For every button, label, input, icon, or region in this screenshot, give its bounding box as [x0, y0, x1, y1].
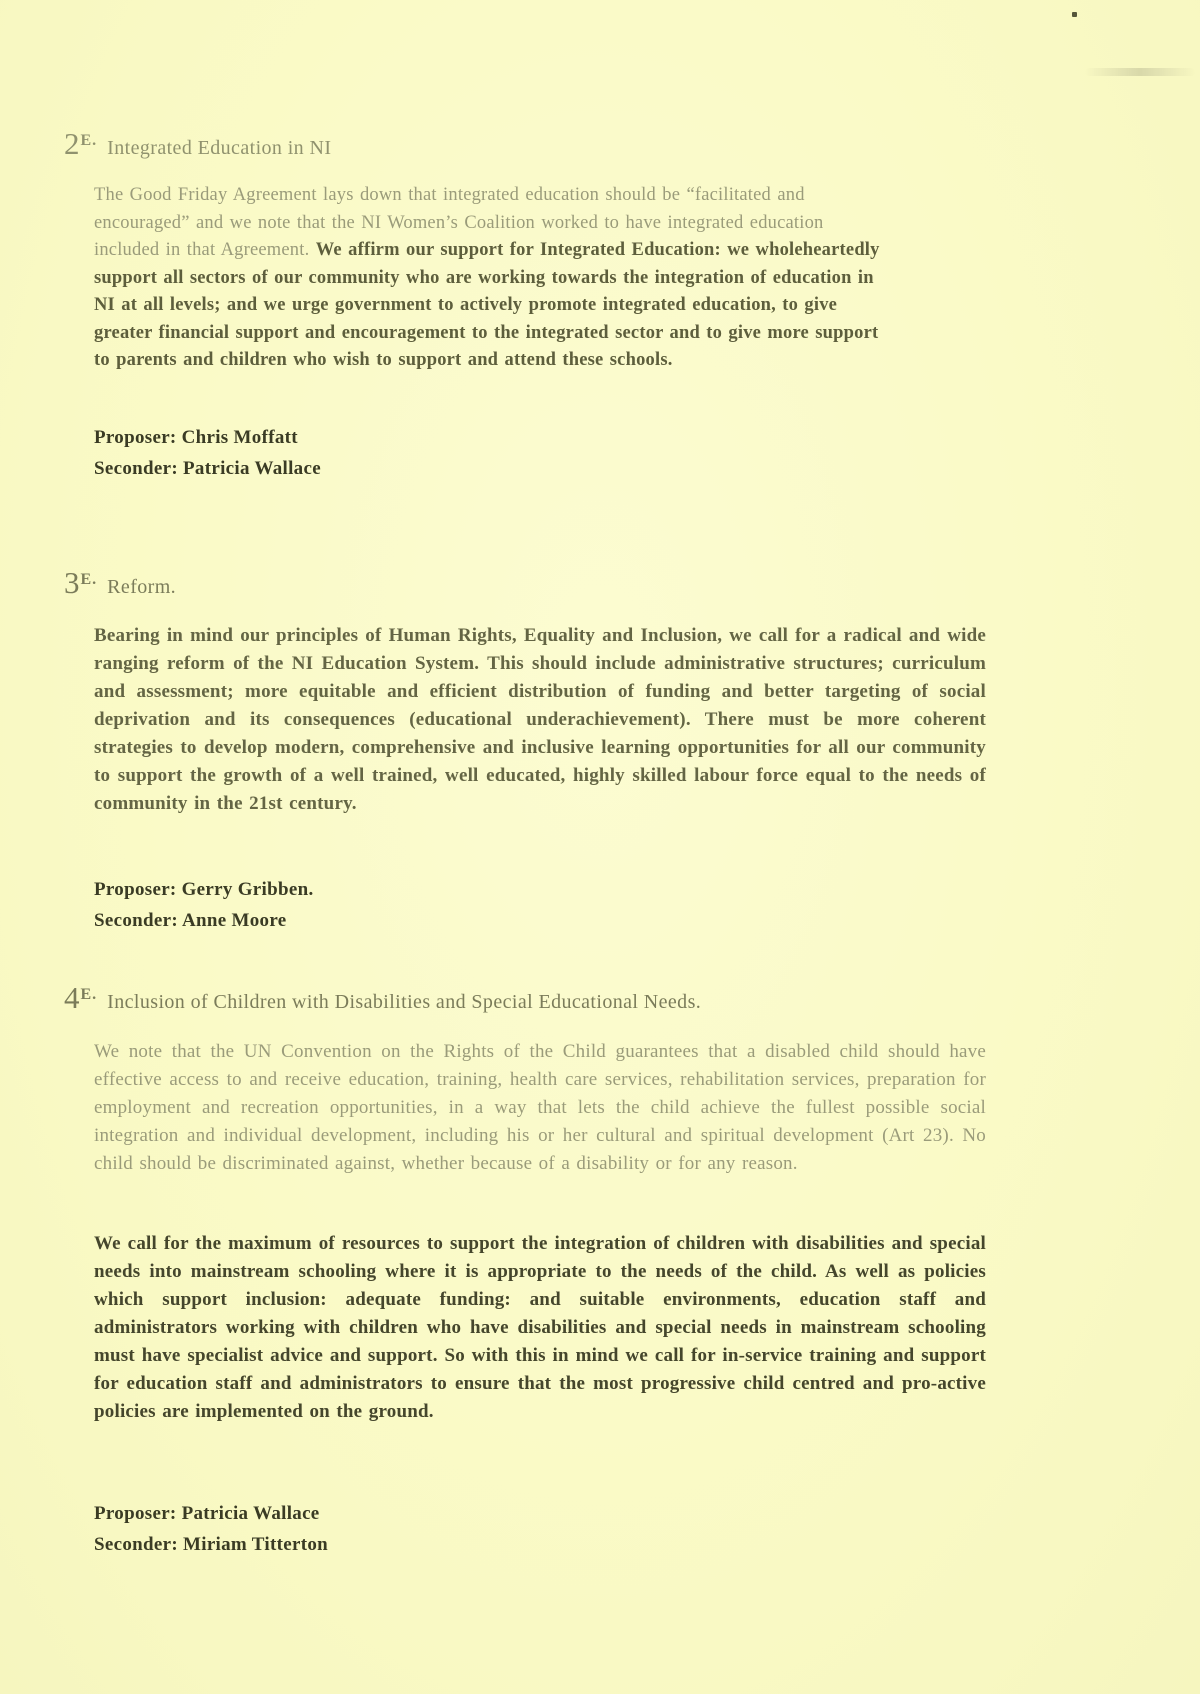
motion-paragraph-3e: Bearing in mind our principles of Human Rights, Equality and Inclusion, we call for a radical and wide ranging reform of the NI Education System. This should include administrative structures; curriculum and assessment; more equitable and efficient distribution of funding and better targeting of social deprivation and its consequences (educational underachievement). There must be more coherent strategies to develop modern, comprehensive and inclusive learning opportunities for all our community to support the growth of a well trained, well educated, highly skilled labour force equal to the needs of community in the 21st century.: [94, 625, 986, 814]
motion-title: Inclusion of Children with Disabilities and Special Educational Needs.: [107, 991, 702, 1013]
seconder-line: Seconder: Anne Moore: [94, 910, 287, 931]
scan-speck: [1072, 12, 1077, 17]
motion-number: 2: [64, 126, 81, 161]
proposer-line: Proposer: Patricia Wallace: [94, 1503, 320, 1524]
seconder-line: Seconder: Patricia Wallace: [94, 458, 321, 479]
motion-paragraph-2e: [94, 182, 894, 375]
motion-heading-2e: [64, 126, 331, 162]
motion-letter: E.: [80, 132, 98, 149]
motion-title: Integrated Education in NI: [107, 137, 332, 159]
scan-smudge: [1085, 68, 1195, 76]
proposer-line: Proposer: Chris Moffatt: [94, 427, 298, 448]
motion-title: Reform.: [107, 576, 177, 598]
paragraph-emphasis-text: We affirm our support for Integrated Education: we wholeheartedly support all sectors of our community who are working towards the integration of education in NI at all levels; and we urge government to actively promote integrated education, to give greater financial support and encouragement to the integrated sector and to give more support to parents and children who wish to support and attend these schools.: [94, 240, 880, 370]
motion-4e-names: [94, 1498, 328, 1560]
motion-3e-names: [94, 874, 314, 936]
motion-paragraph-4e-call: We call for the maximum of resources to support the integration of children with disabilities and special needs into mainstream schooling where it is appropriate to the needs of the child. As well as policies which support inclusion: adequate funding: and suitable environments, education staff and administrators working with children who have disabilities and special needs in mainstream schooling must have specialist advice and support. So with this in mind we call for in-service training and support for education staff and administrators to ensure that the most progressive child centred and pro-active policies are implemented on the ground.: [94, 1233, 986, 1422]
motion-2e-names: [94, 422, 321, 484]
seconder-line: Seconder: Miriam Titterton: [94, 1534, 328, 1555]
motion-paragraph-4e-note: We note that the UN Convention on the Rights of the Child guarantees that a disabled child should have effective access to and receive education, training, health care services, rehabilitation services, preparation for employment and recreation opportunities, in a way that lets the child achieve the fullest possible social integration and individual development, including his or her cultural and spiritual development (Art 23). No child should be discriminated against, whether because of a disability or for any reason.: [94, 1041, 986, 1174]
motion-letter: E.: [80, 571, 98, 588]
motion-letter: E.: [80, 986, 98, 1003]
motion-heading-3e: [64, 565, 176, 601]
proposer-line: Proposer: Gerry Gribben.: [94, 879, 314, 900]
motion-number: 4: [64, 980, 81, 1015]
motion-number: 3: [64, 565, 81, 600]
motion-heading-4e: [64, 980, 701, 1016]
paragraph-intro-text: The Good Friday Agreement lays down that integrated education should be “facilitated and encouraged” and we note that the NI Women’s Coalition worked to have integrated education included in that Agreement.: [94, 185, 824, 260]
